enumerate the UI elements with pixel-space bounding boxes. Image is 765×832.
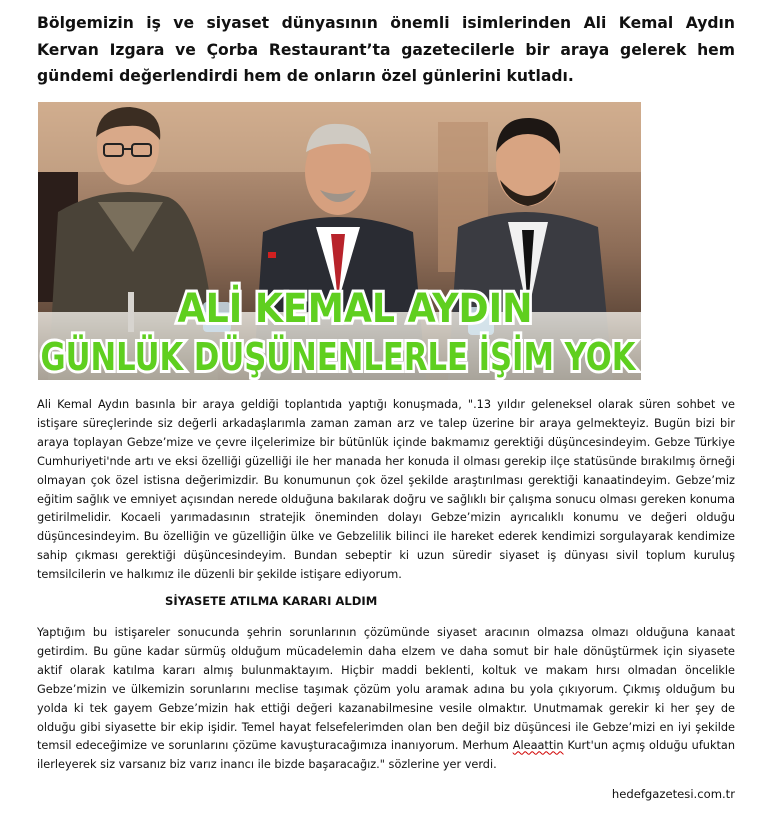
article-lead: Bölgemizin iş ve siyaset dünyasının önemli isimlerinden Ali Kemal Aydın Kervan Izgara ve Çorba Restaurant’ta gazetecilerle bir araya gelerek hem gündemi değerlendirdi hem de onların özel günlerini kutladı. xyxy=(37,14,735,85)
photo-illustration xyxy=(38,102,641,380)
paragraph-2-text-end: Kurt'un açmış olduğu ufuktan ilerleyerek siz varsanız biz varız inancı ile bizde başaracağız." sözlerine yer verdi. xyxy=(37,739,736,772)
photo-headline-line2: GÜNLÜK DÜŞÜNENLERLE İŞİM YOK xyxy=(40,335,637,379)
article-photo xyxy=(38,102,641,380)
article-paragraph-1: Ali Kemal Aydın basınla bir araya geldiği toplantıda yaptığı konuşmada, ".13 yıldır geleneksel olarak süren sohbet ve istişare süreçlerinde siz değerli arkadaşlarımla zaman zaman arz ve talep üzerine bir araya gelmekteyiz. Bugün bizi bir araya toplayan Gebze’mize ve çevre ilçelerimize bir bütünlük içinde bakmamız gerektiği düşüncesindeyim. Gebze Türkiye Cumhuriyeti'nde artı ve eksi özelliği güzelliği ile her manada her konuda il olması gerekip ilçe statüsünde bırakılmış örneği olmayan çok özel istisna değerimizdir. Bu konumunun çok özel şekilde araştırılması gerektiği kanaatindeyim. Gebze’miz eğitim sağlık ve emniyet açısından nerede olduğuna bakılarak doğru ve sağlıklı bir çalışma sonucu olması gereken konuma getirilmelidir. Kocaeli yarımadasının stratejik öneminden dolayı Gebze’mizin ayrıcalıklı konumu ve değeri olduğu düşüncesindeyim. Bu özelliğin ve güzelliğin ülke ve Gebzelilik bilinci ile hareket ederek kendimizi sorgulayarak kendimize sahip çıkması gerektiği düşüncesindeyim. Bundan sebeptir ki uzun süredir siyaset iş dünyası sivil toplum kuruluş temsilcilerin ve halkımız ile düzenli bir şekilde istişare ediyorum. xyxy=(37,398,735,582)
article-subheading: SİYASETE ATILMA KARARI ALDIM xyxy=(165,594,378,608)
paragraph-2-text-start: Yaptığım bu istişareler sonucunda şehrin sorunlarının çözümünde siyaset aracının olmazsa olmazı olduğuna kanaat getirdim. Bu güne kadar sürmüş olduğum mücadelemin daha elzem ve daha somut bir hale dönüştürmek için siyasete aktif olarak katılma kararı almış bulunmaktayım. Hiçbir maddi beklenti, koltuk ve makam hırsı olmadan öncelikle Gebze’mizin ve ülkemizin sorunlarını meclise taşımak çözüm yolu aramak adına bu yola çıkıyorum. Çıkmış olduğum bu yolda ki tek gayem Gebze’mizin hak ettiği değeri kazanabilmesine vesile olmaktır. Unutmamak gerekir ki her şey de olduğu gibi siyasette bir ekip işidir. Temel hayat felsefelerimden olan ben değil biz düşüncesi ile Gebze’mizi en iyi şekilde temsil edeceğimize ve sorunlarını çözüme kavuşturacağımıza inanıyorum. Merhum xyxy=(37,626,735,753)
source-credit: hedefgazetesi.com.tr xyxy=(611,787,735,801)
photo-headline-line1: ALİ KEMAL AYDIN xyxy=(177,286,569,332)
article-paragraph-2 xyxy=(37,624,735,775)
spellcheck-flagged-word: Aleaattin xyxy=(512,739,564,753)
